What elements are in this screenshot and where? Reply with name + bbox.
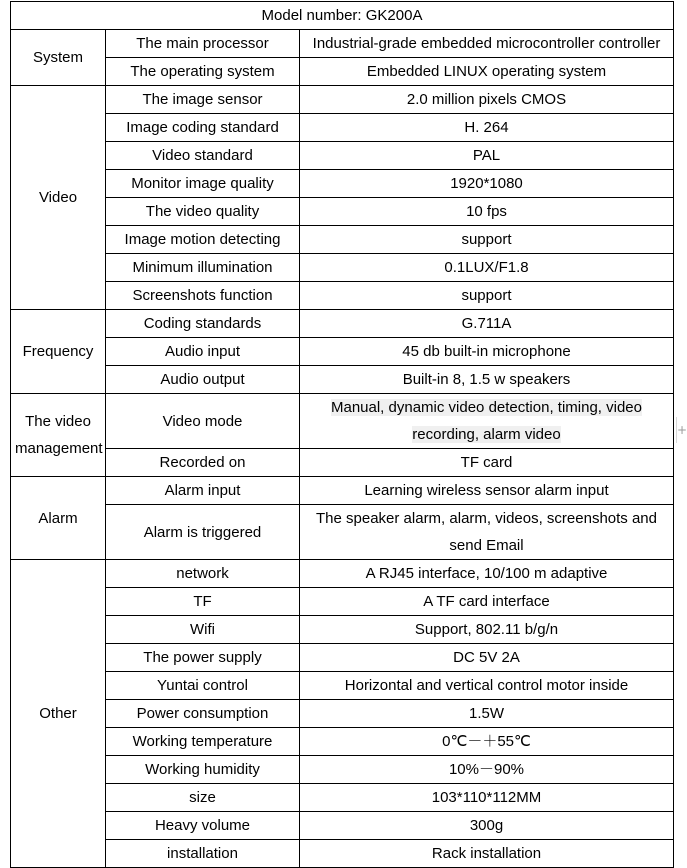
spec-value: 10%－90% — [300, 756, 674, 784]
table-row — [11, 616, 674, 644]
table-row — [11, 560, 674, 588]
spec-value: DC 5V 2A — [300, 644, 674, 672]
group-label-video: Video — [11, 86, 106, 310]
table-row — [11, 840, 674, 868]
spec-name: Image motion detecting — [106, 226, 300, 254]
spec-value: Horizontal and vertical control motor inside — [300, 672, 674, 700]
spec-value: A RJ45 interface, 10/100 m adaptive — [300, 560, 674, 588]
spec-name: Minimum illumination — [106, 254, 300, 282]
table-row — [11, 784, 674, 812]
spec-value: Embedded LINUX operating system — [300, 58, 674, 86]
table-row — [11, 477, 674, 505]
spec-name: Monitor image quality — [106, 170, 300, 198]
spec-value: 103*110*112MM — [300, 784, 674, 812]
spec-value: Industrial-grade embedded microcontroller controller — [300, 30, 674, 58]
spec-value: H. 264 — [300, 114, 674, 142]
spec-value: support — [300, 282, 674, 310]
spec-value: 10 fps — [300, 198, 674, 226]
spec-value: PAL — [300, 142, 674, 170]
spec-name: The image sensor — [106, 86, 300, 114]
spec-value: The speaker alarm, alarm, videos, screenshots and send Email — [300, 505, 674, 560]
spec-name: Heavy volume — [106, 812, 300, 840]
group-label-video-management: The video management — [11, 394, 106, 477]
table-row — [11, 282, 674, 310]
table-row — [11, 58, 674, 86]
spec-name: The power supply — [106, 644, 300, 672]
add-row-icon[interactable]: + — [676, 417, 687, 443]
table-row — [11, 310, 674, 338]
spec-value: 0℃－＋55℃ — [300, 728, 674, 756]
spec-name: TF — [106, 588, 300, 616]
group-label-system: System — [11, 30, 106, 86]
table-row — [11, 30, 674, 58]
table-row — [11, 505, 674, 560]
group-label-other: Other — [11, 560, 106, 868]
table-row — [11, 644, 674, 672]
spec-name: Screenshots function — [106, 282, 300, 310]
table-row — [11, 588, 674, 616]
table-row — [11, 449, 674, 477]
spec-value: 2.0 million pixels CMOS — [300, 86, 674, 114]
model-title: Model number: GK200A — [11, 2, 674, 30]
title-row — [11, 2, 674, 30]
table-row — [11, 170, 674, 198]
table-row — [11, 198, 674, 226]
spec-name: Video standard — [106, 142, 300, 170]
spec-value: TF card — [300, 449, 674, 477]
spec-value — [300, 394, 674, 449]
spec-value: Support, 802.11 b/g/n — [300, 616, 674, 644]
table-row — [11, 226, 674, 254]
table-row — [11, 812, 674, 840]
table-row — [11, 254, 674, 282]
spec-value: 1.5W — [300, 700, 674, 728]
spec-name: size — [106, 784, 300, 812]
spec-value: A TF card interface — [300, 588, 674, 616]
spec-value: 1920*1080 — [300, 170, 674, 198]
spec-table — [10, 1, 674, 868]
spec-name: The video quality — [106, 198, 300, 226]
spec-value: Learning wireless sensor alarm input — [300, 477, 674, 505]
table-row — [11, 756, 674, 784]
spec-value: 0.1LUX/F1.8 — [300, 254, 674, 282]
table-row — [11, 366, 674, 394]
spec-name: Audio output — [106, 366, 300, 394]
highlighted-value: Manual, dynamic video detection, timing, video recording, alarm video — [330, 399, 642, 443]
spec-name: Wifi — [106, 616, 300, 644]
spec-name: Power consumption — [106, 700, 300, 728]
table-row — [11, 114, 674, 142]
table-row — [11, 700, 674, 728]
spec-value: 45 db built-in microphone — [300, 338, 674, 366]
spec-name: The operating system — [106, 58, 300, 86]
spec-name: Audio input — [106, 338, 300, 366]
spec-value: Rack installation — [300, 840, 674, 868]
spec-name: Recorded on — [106, 449, 300, 477]
spec-name: Alarm input — [106, 477, 300, 505]
spec-name: Video mode — [106, 394, 300, 449]
table-row — [11, 338, 674, 366]
spec-name: Coding standards — [106, 310, 300, 338]
spec-value: G.711A — [300, 310, 674, 338]
spec-name: Working temperature — [106, 728, 300, 756]
spec-value: 300g — [300, 812, 674, 840]
spec-name: The main processor — [106, 30, 300, 58]
group-label-frequency: Frequency — [11, 310, 106, 394]
table-row — [11, 394, 674, 449]
spec-name: installation — [106, 840, 300, 868]
spec-name: Working humidity — [106, 756, 300, 784]
spec-name: network — [106, 560, 300, 588]
table-row — [11, 728, 674, 756]
table-row — [11, 672, 674, 700]
group-label-alarm: Alarm — [11, 477, 106, 560]
spec-value: support — [300, 226, 674, 254]
spec-value: Built-in 8, 1.5 w speakers — [300, 366, 674, 394]
table-row — [11, 142, 674, 170]
spec-name: Image coding standard — [106, 114, 300, 142]
spec-name: Alarm is triggered — [106, 505, 300, 560]
spec-name: Yuntai control — [106, 672, 300, 700]
table-row — [11, 86, 674, 114]
